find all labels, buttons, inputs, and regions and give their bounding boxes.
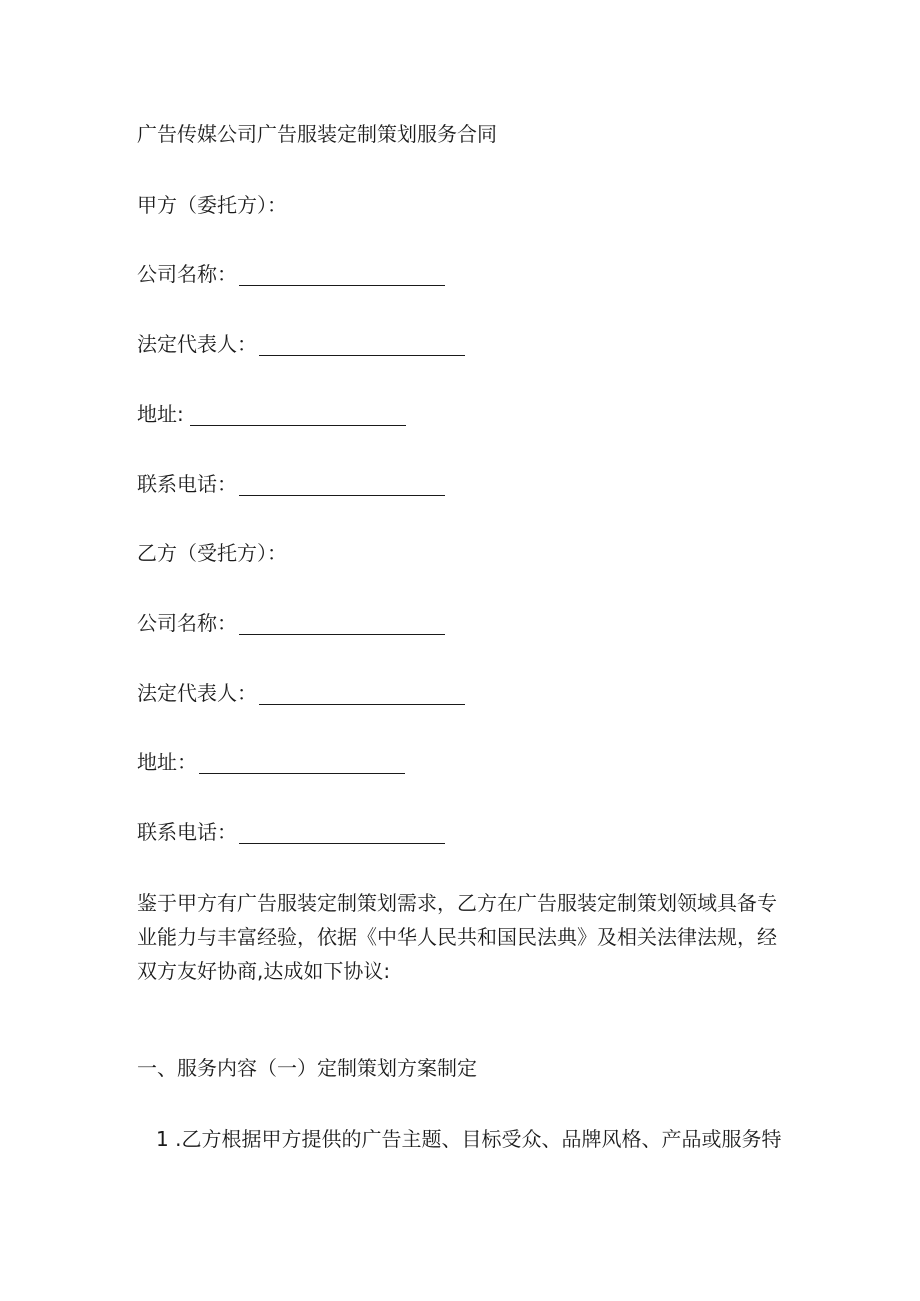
party-b-company-label: 公司名称： xyxy=(137,611,237,635)
party-a-phone-blank xyxy=(239,475,445,496)
preamble-paragraph xyxy=(137,886,787,988)
preamble-line-1: 鉴于甲方有广告服装定制策划需求，乙方在广告服装定制策划领域具备专 xyxy=(137,891,777,915)
party-a-phone-label: 联系电话： xyxy=(137,472,237,496)
party-a-address-blank xyxy=(190,405,406,426)
clause-1: 1 .乙方根据甲方提供的广告主题、目标受众、品牌风格、产品或服务特 xyxy=(156,1127,782,1151)
party-b-legal-rep-blank xyxy=(259,684,465,705)
preamble-line-3: 双方友好协商,达成如下协议: xyxy=(137,959,391,983)
party-b-address-row xyxy=(137,750,405,774)
party-b-company-row xyxy=(137,611,445,635)
preamble-line-2: 业能力与丰富经验，依据《中华人民共和国民法典》及相关法律法规，经 xyxy=(137,925,777,949)
party-b-address-blank xyxy=(199,753,405,774)
party-a-legal-rep-blank xyxy=(259,335,465,356)
party-a-company-blank xyxy=(239,265,445,286)
document-title: 广告传媒公司广告服装定制策划服务合同 xyxy=(137,122,497,146)
party-a-legal-rep-row xyxy=(137,332,465,356)
party-b-company-blank xyxy=(239,614,445,635)
party-a-address-label: 地址: xyxy=(137,402,184,426)
party-b-legal-rep-label: 法定代表人： xyxy=(137,681,257,705)
party-b-address-label: 地址： xyxy=(137,750,197,774)
party-b-heading: 乙方（受托方）： xyxy=(137,541,287,565)
party-a-phone-row xyxy=(137,472,445,496)
party-a-company-row xyxy=(137,262,445,286)
party-a-company-label: 公司名称： xyxy=(137,262,237,286)
party-a-legal-rep-label: 法定代表人： xyxy=(137,332,257,356)
party-b-phone-blank xyxy=(239,823,445,844)
party-b-legal-rep-row xyxy=(137,681,465,705)
party-a-address-row xyxy=(137,402,406,426)
party-b-phone-label: 联系电话： xyxy=(137,820,237,844)
party-a-heading: 甲方（委托方）： xyxy=(137,193,287,217)
party-b-phone-row xyxy=(137,820,445,844)
section-1-heading: 一、服务内容（一）定制策划方案制定 xyxy=(137,1056,477,1080)
